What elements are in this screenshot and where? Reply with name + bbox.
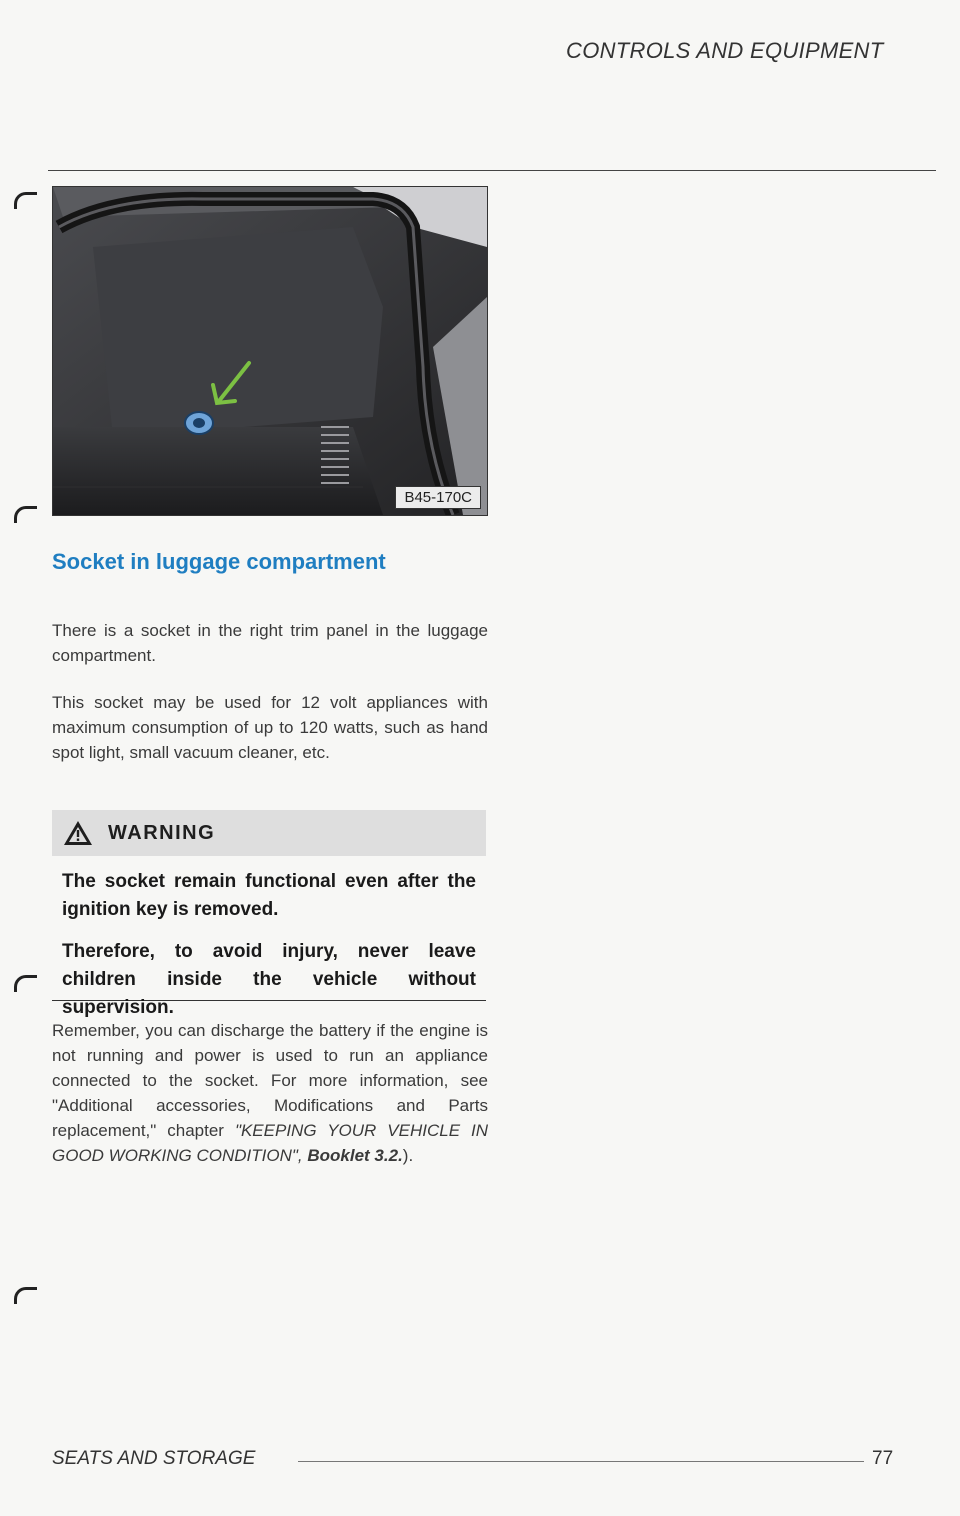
binder-mark	[14, 975, 37, 992]
page-number: 77	[872, 1448, 894, 1469]
warning-text-2: Therefore, to avoid injury, never leave children inside the vehicle without supervision.	[62, 941, 476, 1018]
footer-rule	[298, 1461, 864, 1462]
power-socket-icon	[185, 412, 213, 434]
warning-title: WARNING	[108, 821, 216, 844]
paragraph-battery	[52, 1018, 488, 1168]
warning-box	[52, 810, 486, 1018]
footer-section-title: SEATS AND STORAGE	[52, 1448, 256, 1469]
luggage-compartment-illustration	[53, 187, 487, 515]
figure-label: B45-170C	[395, 486, 481, 509]
section-title: Socket in luggage compartment	[52, 549, 386, 574]
binder-mark	[14, 1287, 37, 1304]
paragraph-end: ).	[402, 1146, 414, 1165]
binder-mark	[14, 506, 37, 523]
luggage-compartment-figure	[52, 186, 488, 516]
page-header: CONTROLS AND EQUIPMENT	[566, 38, 884, 63]
warning-header	[52, 810, 486, 856]
booklet-reference: Booklet 3.2.	[307, 1146, 403, 1165]
binder-mark	[14, 192, 37, 209]
battery-text: Remember, you can discharge the battery if the engine is not running and power is used to run an appliance connected to the socket. For more information, see "Additional accessories, Modifications and Parts replacement," chapter	[52, 1021, 488, 1140]
header-rule	[48, 170, 936, 171]
warning-text-1: The socket remain functional even after the ignition key is removed.	[62, 871, 476, 920]
paragraph-location: There is a socket in the right trim panel in the luggage compartment.	[52, 621, 488, 665]
paragraph-usage: This socket may be used for 12 volt appliances with maximum consumption of up to 120 watts, such as hand spot light, small vacuum cleaner, etc.	[52, 693, 488, 762]
chapter-reference: "KEEPING YOUR VEHICLE IN GOOD WORKING CONDITION",	[52, 1121, 488, 1165]
warning-triangle-icon	[62, 819, 94, 847]
